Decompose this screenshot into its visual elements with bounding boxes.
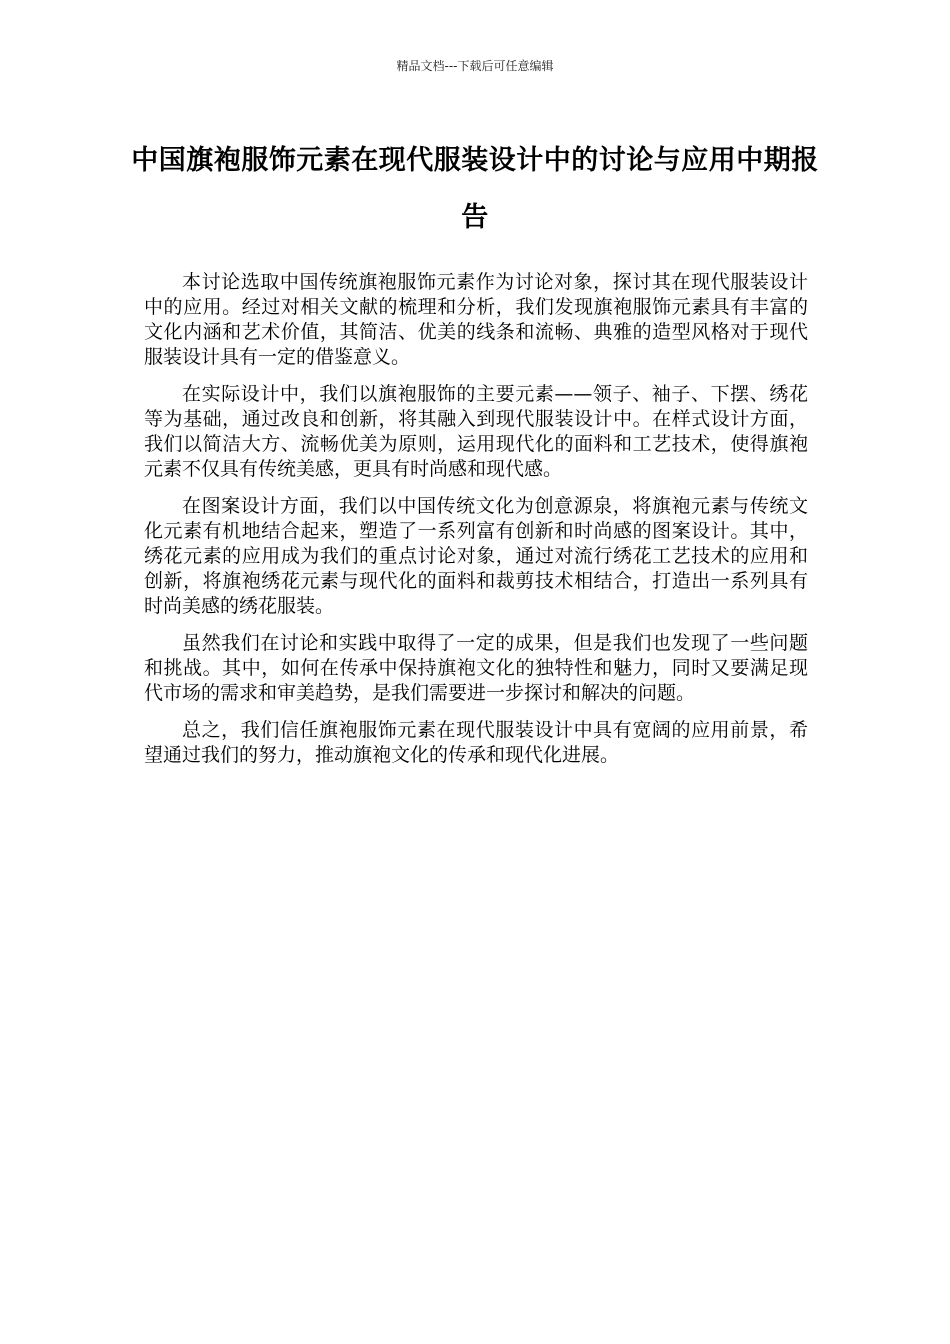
paragraph-5: 总之，我们信任旗袍服饰元素在现代服装设计中具有宽阔的应用前景，希望通过我们的努力，推动旗袍文化的传承和现代化进展。 (144, 719, 808, 766)
paragraph-3: 在图案设计方面，我们以中国传统文化为创意源泉，将旗袍元素与传统文化元素有机地结合起来，塑造了一系列富有创新和时尚感的图案设计。其中，绣花元素的应用成为我们的重点讨论对象，通过对流行绣花工艺技术的应用和创新，将旗袍绣花元素与现代化的面料和裁剪技术相结合，打造出一系列具有时尚美感的绣花服装。 (144, 495, 808, 617)
paragraph-2: 在实际设计中，我们以旗袍服饰的主要元素——领子、袖子、下摆、绣花等为基础，通过改良和创新，将其融入到现代服装设计中。在样式设计方面，我们以简洁大方、流畅优美为原则，运用现代化的面料和工艺技术，使得旗袍元素不仅具有传统美感，更具有时尚感和现代感。 (144, 383, 808, 480)
document-title: 中国旗袍服饰元素在现代服装设计中的讨论与应用中期报告 (131, 145, 819, 233)
paragraph-1: 本讨论选取中国传统旗袍服饰元素作为讨论对象，探讨其在现代服装设计中的应用。经过对相关文献的梳理和分析，我们发现旗袍服饰元素具有丰富的文化内涵和艺术价值，其简洁、优美的线条和流畅、典雅的造型风格对于现代服装设计具有一定的借鉴意义。 (144, 271, 808, 368)
document-body (144, 270, 808, 780)
paragraph-4: 虽然我们在讨论和实践中取得了一定的成果，但是我们也发现了一些问题和挑战。其中，如何在传承中保持旗袍文化的独特性和魅力，同时又要满足现代市场的需求和审美趋势，是我们需要进一步探讨和解决的问题。 (144, 632, 808, 704)
running-header: 精品文档---下载后可任意编辑 (396, 59, 554, 73)
